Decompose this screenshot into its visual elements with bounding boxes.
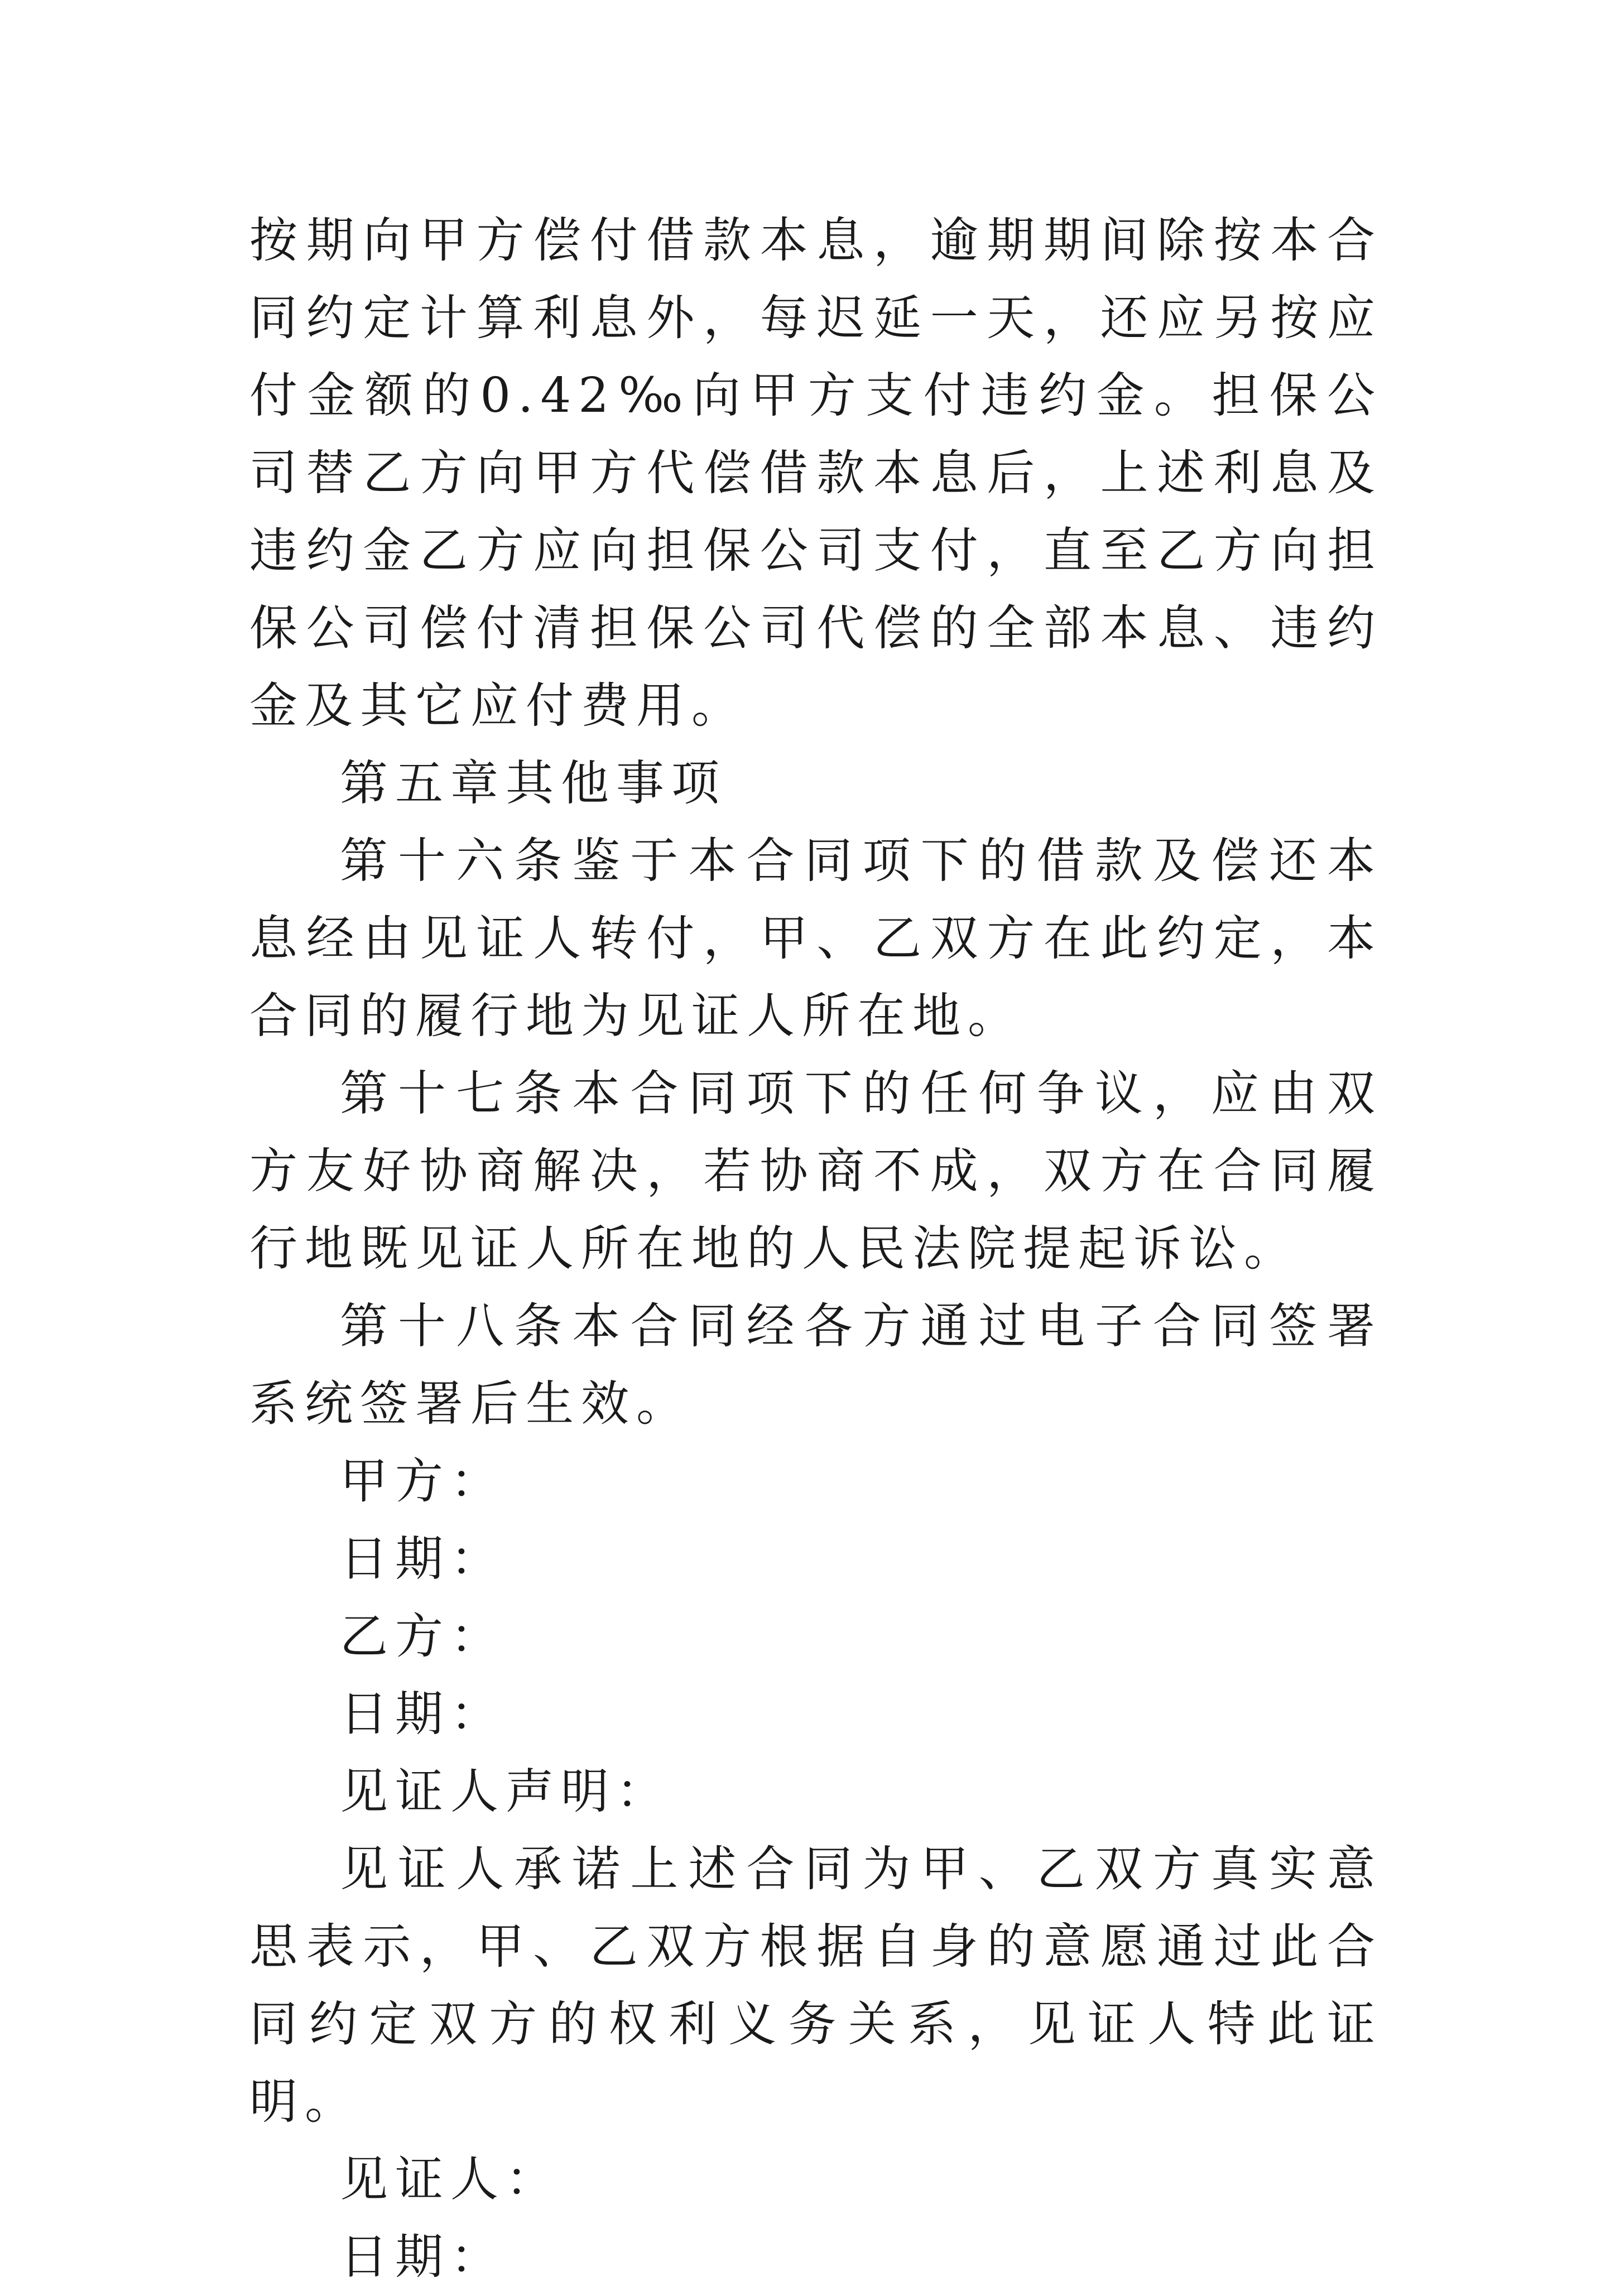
document-page (249, 202, 1382, 2296)
continuation-paragraph: 按期向甲方偿付借款本息，逾期期间除按本合同约定计算利息外，每迟延一天，还应另按应付金额的0.42‰向甲方支付违约金。担保公司替乙方向甲方代偿借款本息后，上述利息及违约金乙方应向担保公司支付，直至乙方向担保公司偿付清担保公司代偿的全部本息、违约金及其它应付费用。 (249, 213, 1382, 734)
article-16-paragraph: 第十六条鉴于本合同项下的借款及偿还本息经由见证人转付，甲、乙双方在此约定，本合同的履行地为见证人所在地。 (249, 833, 1382, 1044)
party-a-signature-line: 甲方： (340, 1453, 506, 1509)
party-b-date-line: 日期： (340, 1686, 506, 1742)
article-18-paragraph: 第十八条本合同经各方通过电子合同签署系统签署后生效。 (249, 1298, 1382, 1432)
witness-statement-heading: 见证人声明： (340, 1764, 671, 1820)
article-17-paragraph: 第十七条本合同项下的任何争议，应由双方友好协商解决，若协商不成，双方在合同履行地既见证人所在地的人民法院提起诉讼。 (249, 1066, 1382, 1277)
witness-date-line: 日期： (340, 2229, 506, 2285)
witness-statement-paragraph: 见证人承诺上述合同为甲、乙双方真实意思表示，甲、乙双方根据自身的意愿通过此合同约定双方的权利义务关系，见证人特此证明。 (249, 1841, 1382, 2130)
party-a-date-line: 日期： (340, 1531, 506, 1587)
chapter-heading: 第五章其他事项 (340, 755, 727, 811)
party-b-signature-line: 乙方： (340, 1609, 506, 1664)
witness-signature-line: 见证人： (340, 2151, 561, 2207)
